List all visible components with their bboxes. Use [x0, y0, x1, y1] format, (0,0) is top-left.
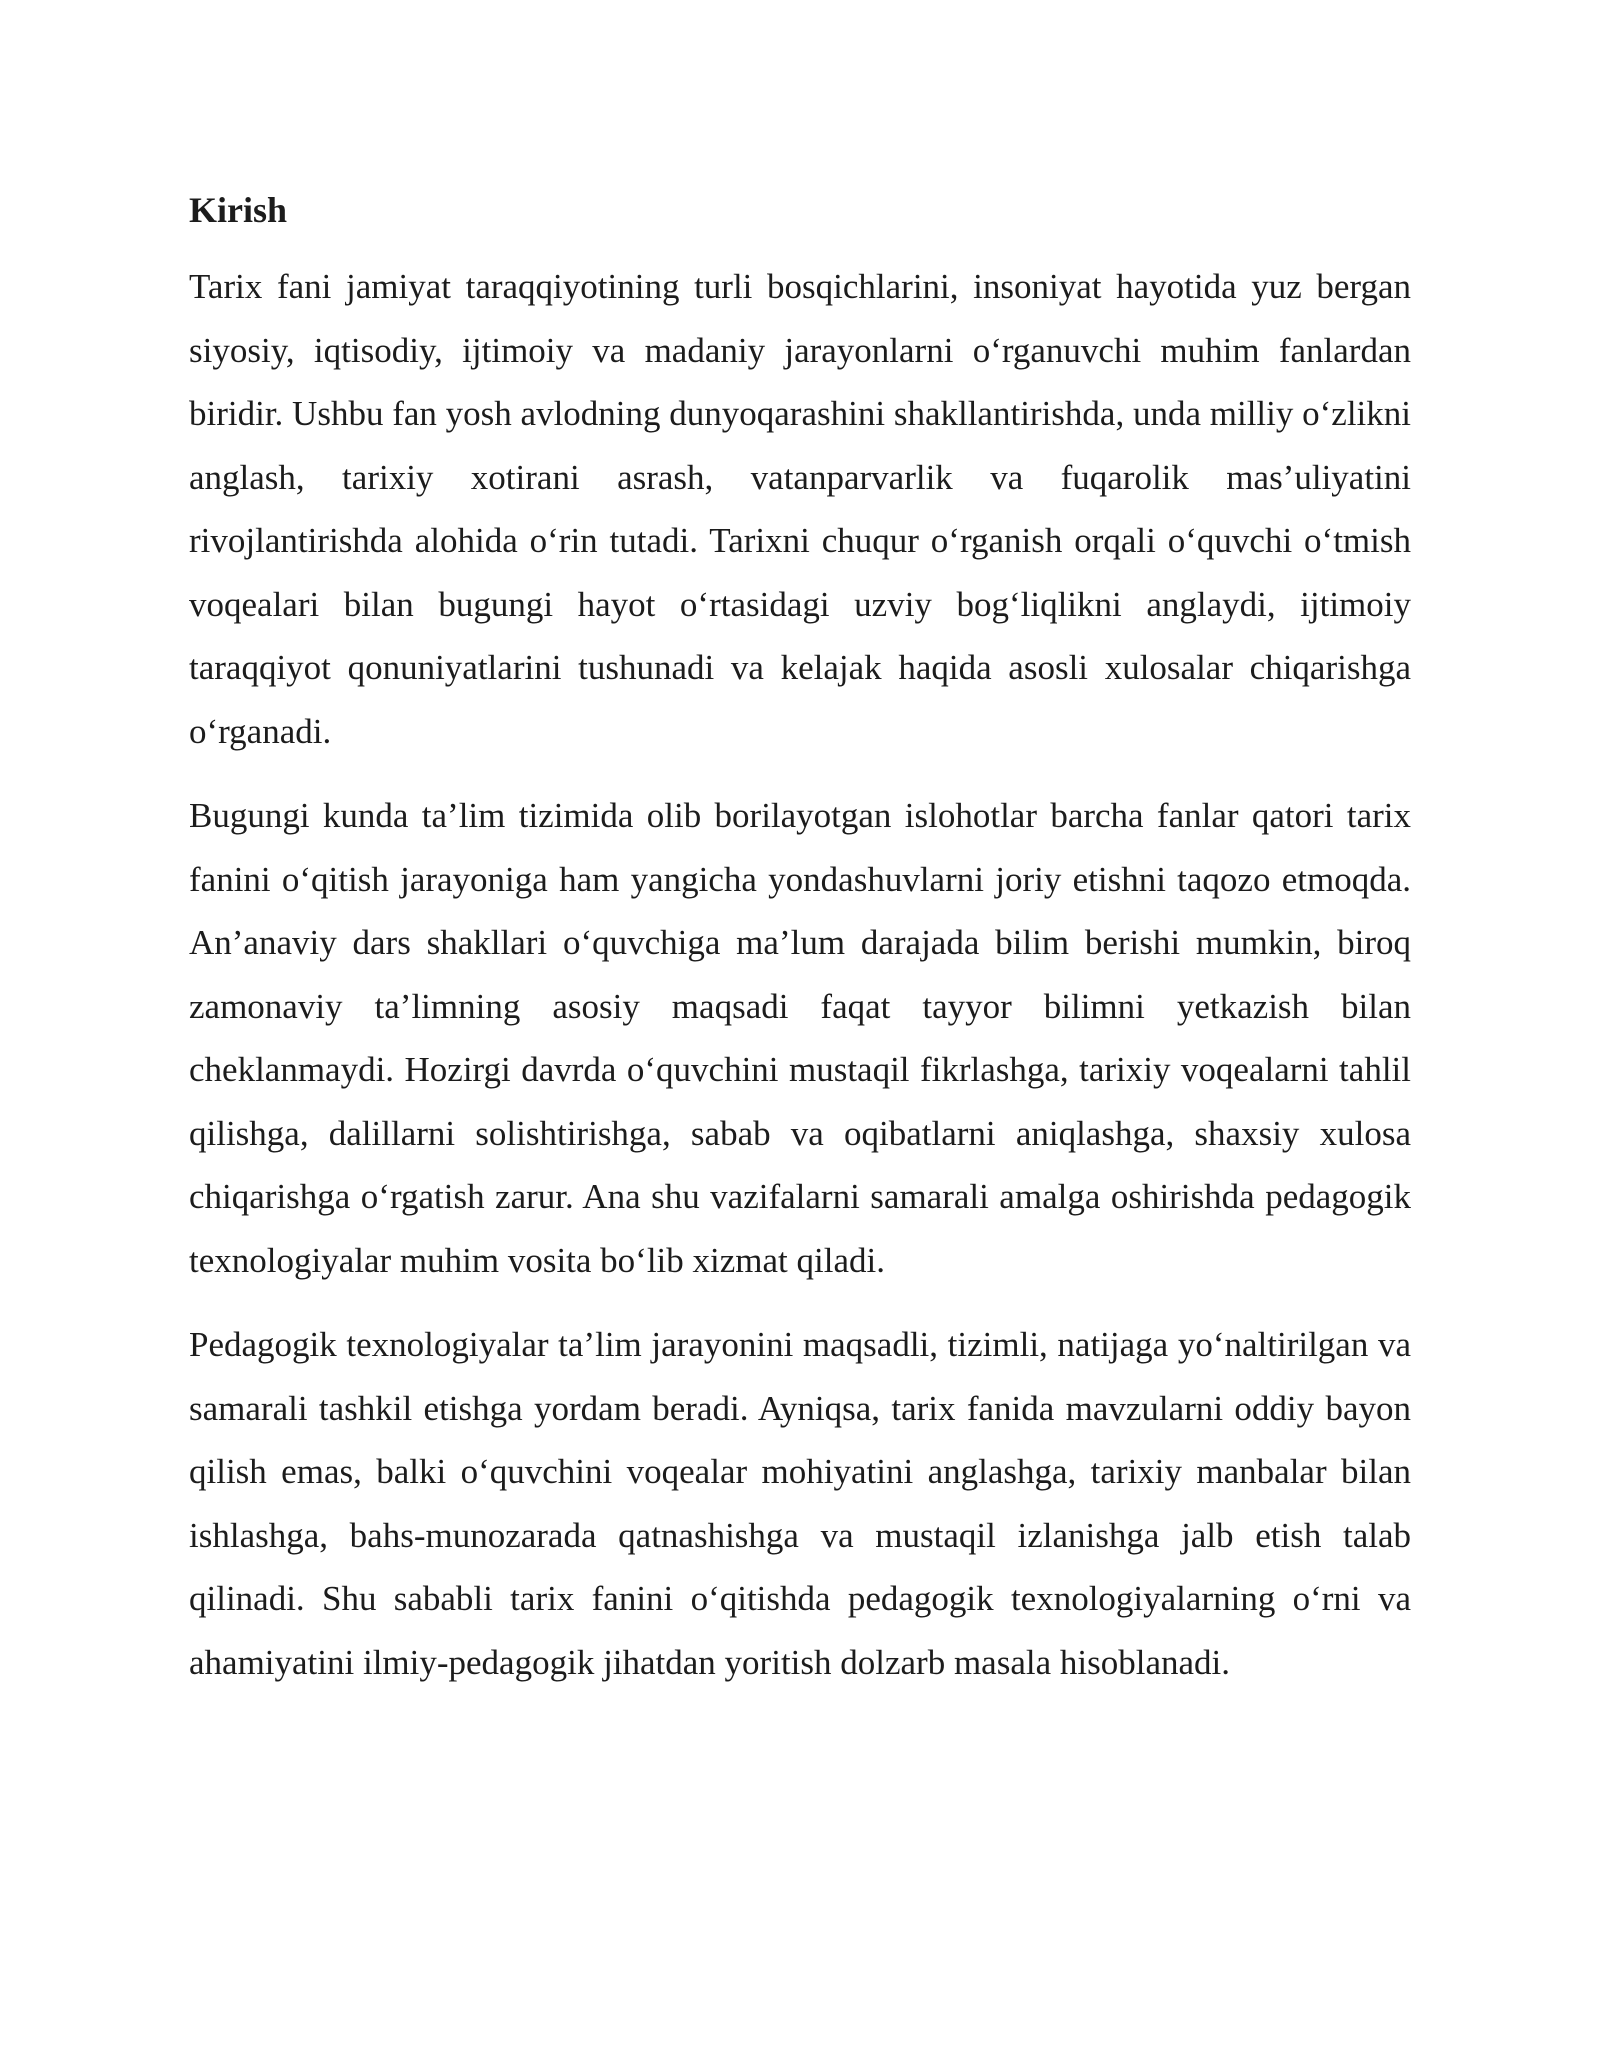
- section-heading: Kirish: [189, 190, 288, 230]
- paragraph-1: Tarix fani jamiyat taraqqiyotining turli bosqichlarini, insoniyat hayotida yuz bergan siyosiy, iqtisodiy, ijtimoiy va madaniy jarayonlarni o‘rganuvchi muhim fanlardan biridir. Ushbu fan yosh avlodning dunyoqarashini shakllantirishda, unda milliy o‘zlikni anglash, tarixiy xotirani asrash, vatanparvarlik va fuqarolik mas’uliyatini rivojlantirishda alohida o‘rin tutadi. Tarixni chuqur o‘rganish orqali o‘quvchi o‘tmish voqealari bilan bugungi hayot o‘rtasidagi uzviy bog‘liqlikni anglaydi, ijtimoiy taraqqiyot qonuniyatlarini tushunadi va kelajak haqida asosli xulosalar chiqarishga o‘rganadi.: [189, 267, 1411, 751]
- paragraph-3: Pedagogik texnologiyalar ta’lim jarayonini maqsadli, tizimli, natijaga yo‘naltirilgan va samarali tashkil etishga yordam beradi. Ayniqsa, tarix fanida mavzularni oddiy bayon qilish emas, balki o‘quvchini voqealar mohiyatini anglashga, tarixiy manbalar bilan ishlashga, bahs-munozarada qatnashishga va mustaqil izlanishga jalb etish talab qilinadi. Shu sababli tarix fanini o‘qitishda pedagogik texnologiyalarning o‘rni va ahamiyatini ilmiy-pedagogik jihatdan yoritish dolzarb masala hisoblanadi.: [189, 1325, 1411, 1682]
- paragraph-2: Bugungi kunda ta’lim tizimida olib borilayotgan islohotlar barcha fanlar qatori tarix fanini o‘qitish jarayoniga ham yangicha yondashuvlarni joriy etishni taqozo etmoqda. An’anaviy dars shakllari o‘quvchiga ma’lum darajada bilim berishi mumkin, biroq zamonaviy ta’limning asosiy maqsadi faqat tayyor bilimni yetkazish bilan cheklanmaydi. Hozirgi davrda o‘quvchini mustaqil fikrlashga, tarixiy voqealarni tahlil qilishga, dalillarni solishtirishga, sabab va oqibatlarni aniqlashga, shaxsiy xulosa chiqarishga o‘rgatish zarur. Ana shu vazifalarni samarali amalga oshirishda pedagogik texnologiyalar muhim vosita bo‘lib xizmat qiladi.: [189, 796, 1411, 1280]
- document-page: [189, 185, 1411, 1715]
